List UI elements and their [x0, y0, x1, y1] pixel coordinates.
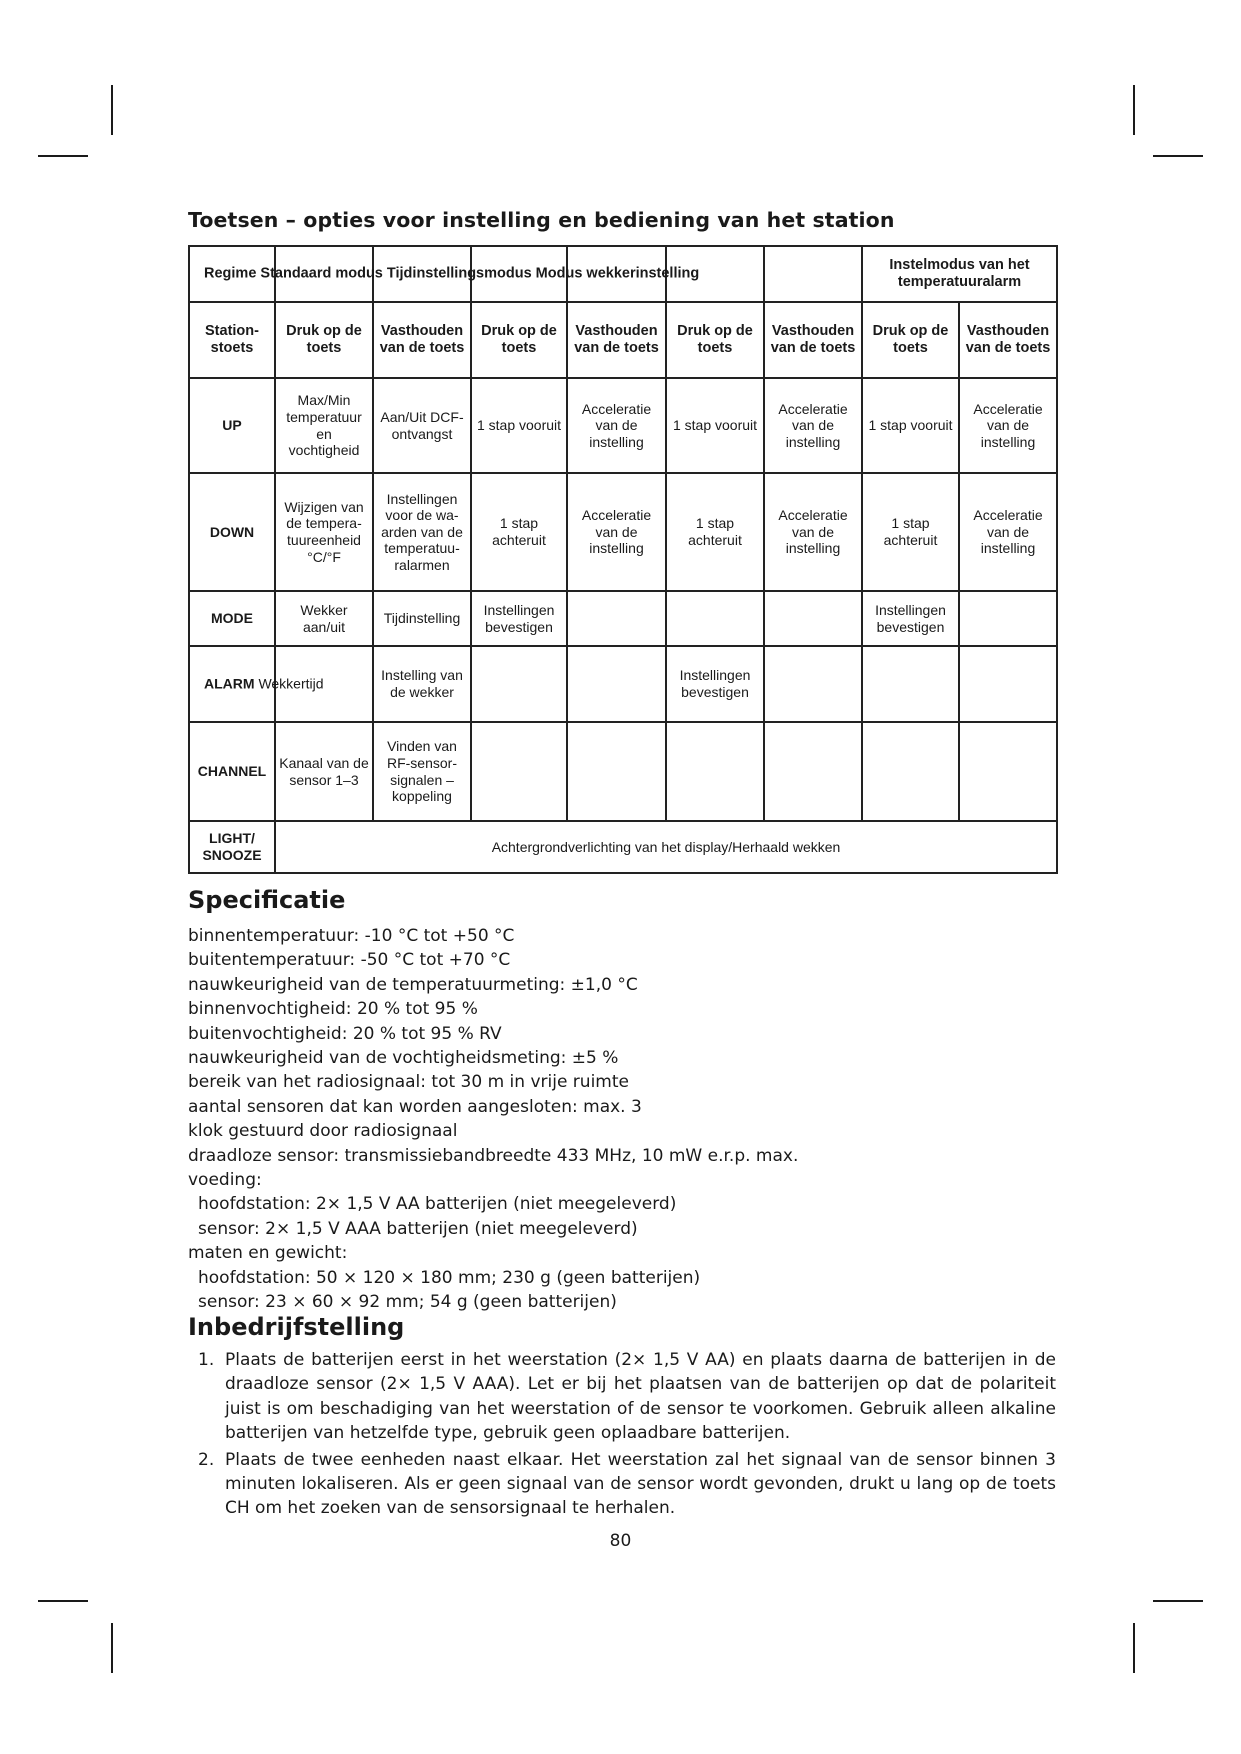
page-number: 80: [609, 1531, 632, 1551]
table-cell: Acceleratie van de instelling: [764, 473, 862, 591]
press-key-header: Druk op de toets: [666, 302, 764, 378]
table-cell: [764, 646, 862, 722]
table-cell: Instelling van de wekker: [373, 646, 471, 722]
table-cell: 1 stap achteruit: [471, 473, 567, 591]
step-text: Plaats de batterijen eerst in het weerstation (2× 1,5 V AA) en plaats daarna de batterijen in de draadloze sensor (2× 1,5 V AAA). Let er bij het plaatsen van de batterijen op dat de polariteit juist is om beschadiging van het weerstation of de sensor te voorkomen. Gebruik alleen alkaline batterijen van hetzelfde type, gebruik geen oplaadbare batterijen.: [225, 1350, 1056, 1444]
table-cell: 1 stap achteruit: [862, 473, 959, 591]
step-number: 1.: [198, 1350, 215, 1370]
spec-line: voeding:: [188, 1170, 262, 1191]
table-cell: [666, 591, 764, 646]
press-key-header: Druk op de toets: [862, 302, 959, 378]
crop-mark-tl-horizontal: [38, 155, 88, 157]
crop-mark-bl-horizontal: [38, 1600, 88, 1602]
header-cell: [764, 246, 862, 302]
table-cell: [471, 646, 567, 722]
hold-key-header: Vasthouden van de toets: [567, 302, 666, 378]
startup-heading: Inbedrijfstelling: [188, 1313, 405, 1341]
table-row-light-snooze: [189, 821, 1057, 873]
spec-line: binnenvochtigheid: 20 % tot 95 %: [188, 999, 478, 1020]
startup-steps: [188, 1348, 1056, 1523]
spec-line: klok gestuurd door radiosignaal: [188, 1121, 458, 1142]
spec-dims-label: maten en gewicht:: [188, 1243, 348, 1264]
press-key-header: Druk op de toets: [471, 302, 567, 378]
table-cell: Acceleratie van de instelling: [764, 378, 862, 473]
page-title: Toetsen – opties voor instelling en bediening van het station: [188, 208, 895, 232]
table-cell: Kanaal van de sensor 1–3: [275, 722, 373, 821]
regime-header: Regime Standaard modus Tijdinstellingsmodus Modus wekkerinstelling: [204, 265, 700, 282]
table-cell: 1 stap vooruit: [862, 378, 959, 473]
table-cell: [666, 722, 764, 821]
list-item: [188, 1448, 1056, 1521]
step-number: 2.: [198, 1449, 215, 1470]
hold-key-header: Vasthouden van de toets: [959, 302, 1057, 378]
spec-line: binnentemperatuur: -10 °C tot +50 °C: [188, 926, 515, 946]
step-text: Plaats de twee eenheden naast elkaar. Het weerstation zal het signaal van de sensor binnen 3 minuten lokaliseren. Als er geen signaal van de sensor wordt gevonden, drukt u lang op de toets CH om het zoeken van de sensorsignaal te herhalen.: [225, 1449, 1056, 1519]
table-row-mode: [189, 591, 1057, 646]
table-cell: Max/Min temperatuur en vochtigheid: [275, 378, 373, 473]
table-cell: [567, 722, 666, 821]
spec-power-line: hoofdstation: 2× 1,5 V AA batterijen (niet meegeleverd): [198, 1194, 677, 1215]
hold-key-header: Vasthouden van de toets: [373, 302, 471, 378]
regime-header-cell: [189, 246, 700, 302]
crop-mark-br-vertical: [1133, 1623, 1135, 1673]
row-key-up: UP: [189, 378, 275, 473]
table-cell: [959, 722, 1057, 821]
temp-alarm-header: Instelmodus van het temperatuuralarm: [862, 246, 1057, 302]
table-cell: [862, 722, 959, 821]
table-cell: Instellingen voor de wa-arden van de temperatuu-ralarmen: [373, 473, 471, 591]
table-cell: Vinden van RF-sensor-signalen – koppeling: [373, 722, 471, 821]
station-keys-header: Station-stoets: [189, 302, 275, 378]
spec-list: [188, 924, 1068, 1315]
spec-line: bereik van het radiosignaal: tot 30 m in vrije ruimte: [188, 1072, 629, 1093]
spec-line: nauwkeurigheid van de vochtigheidsmeting: ±5 %: [188, 1048, 619, 1069]
table-row-channel: [189, 722, 1057, 821]
table-cell: Acceleratie van de instelling: [959, 378, 1057, 473]
table-cell: Instellingen bevestigen: [862, 591, 959, 646]
table-cell: Wekker aan/uit: [275, 591, 373, 646]
spec-line: aantal sensoren dat kan worden aangesloten: max. 3: [188, 1096, 642, 1117]
row-key-channel: CHANNEL: [189, 722, 275, 821]
table-cell: Instellingen bevestigen: [471, 591, 567, 646]
table-header-row-sub: [189, 302, 1057, 378]
row-key-down: DOWN: [189, 473, 275, 591]
table-cell: Acceleratie van de instelling: [567, 473, 666, 591]
table-cell: [471, 722, 567, 821]
table-cell: [959, 646, 1057, 722]
table-header-row-top: [189, 246, 1057, 302]
table-cell: [862, 646, 959, 722]
spec-dims-line: hoofdstation: 50 × 120 × 180 mm; 230 g (geen batterijen): [198, 1267, 701, 1288]
spec-line: buitentemperatuur: -50 °C tot +70 °C: [188, 950, 511, 971]
row-key-alarm: ALARM: [204, 675, 255, 692]
table-cell: 1 stap vooruit: [666, 378, 764, 473]
row-key-mode: MODE: [189, 591, 275, 646]
spec-line: draadloze sensor: transmissiebandbreedte 433 MHz, 10 mW e.r.p. max.: [188, 1145, 799, 1166]
crop-mark-bl-vertical: [111, 1623, 113, 1673]
alarm-press-value: Wekkertijd: [258, 675, 324, 692]
spec-power-line: sensor: 2× 1,5 V AAA batterijen (niet meegeleverd): [198, 1218, 638, 1239]
crop-mark-tr-horizontal: [1153, 155, 1203, 157]
row-key-alarm-text: [204, 676, 324, 693]
spec-line: buitenvochtigheid: 20 % tot 95 % RV: [188, 1023, 502, 1044]
crop-mark-tr-vertical: [1133, 85, 1135, 135]
table-cell: Acceleratie van de instelling: [959, 473, 1057, 591]
crop-mark-br-horizontal: [1153, 1600, 1203, 1602]
table-cell: [764, 722, 862, 821]
table-cell: [764, 591, 862, 646]
table-cell: [567, 646, 666, 722]
table-cell: [567, 591, 666, 646]
table-cell: Tijdinstelling: [373, 591, 471, 646]
table-cell: Wijzigen van de tempera-tuureenheid °C/°F: [275, 473, 373, 591]
table-row-up: [189, 378, 1057, 473]
table-cell: Instellingen bevestigen: [666, 646, 764, 722]
spec-heading: Specificatie: [188, 886, 346, 914]
press-key-header: Druk op de toets: [275, 302, 373, 378]
crop-mark-tl-vertical: [111, 85, 113, 135]
table-cell: 1 stap vooruit: [471, 378, 567, 473]
table-cell: [959, 591, 1057, 646]
table-cell: Aan/Uit DCF-ontvangst: [373, 378, 471, 473]
controls-table-wrapper: [188, 245, 1056, 872]
spec-line: nauwkeurigheid van de temperatuurmeting: ±1,0 °C: [188, 974, 638, 995]
table-row-down: [189, 473, 1057, 591]
row-key-light-snooze: LIGHT/ SNOOZE: [189, 821, 275, 873]
light-snooze-description: Achtergrondverlichting van het display/Herhaald wekken: [275, 821, 1057, 873]
list-item: [188, 1348, 1056, 1446]
table-cell: Acceleratie van de instelling: [567, 378, 666, 473]
spec-dims-line: sensor: 23 × 60 × 92 mm; 54 g (geen batterijen): [198, 1292, 617, 1313]
hold-key-header: Vasthouden van de toets: [764, 302, 862, 378]
row-key-alarm-cell: [189, 646, 324, 722]
controls-table: [188, 245, 1058, 874]
table-cell: 1 stap achteruit: [666, 473, 764, 591]
table-row-alarm: [189, 646, 1057, 722]
